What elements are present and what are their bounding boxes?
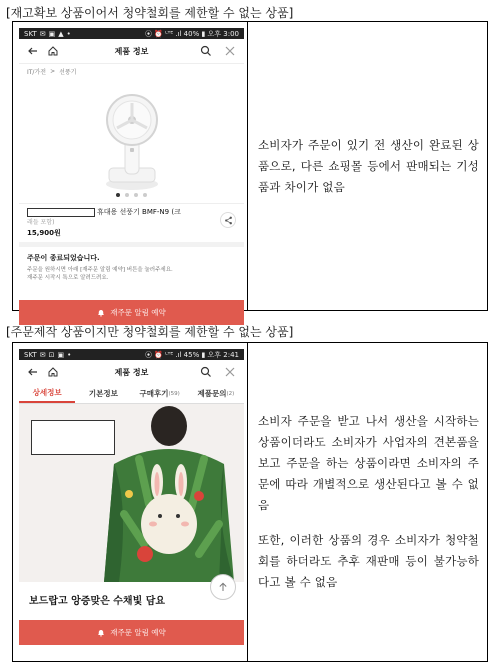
redaction-box — [27, 208, 95, 217]
dot-icon: • — [67, 350, 72, 359]
notification-icon: ▣ — [48, 29, 56, 38]
app-title: 제품 정보 — [114, 367, 149, 377]
pager-dot[interactable] — [125, 193, 129, 197]
message-icon: ✉ — [39, 29, 46, 38]
status-right: ⦿ ⏰ ᴸᵀᴱ .ıl 45% ▮ 오후 2:41 — [145, 350, 239, 359]
product-image[interactable] — [19, 79, 244, 203]
notification-icon: ⊡ — [48, 350, 55, 359]
product-name: 휴대용 선풍기 BMF-N9 (크 — [97, 208, 181, 216]
home-icon[interactable] — [47, 45, 59, 57]
tab-detail[interactable] — [19, 384, 75, 403]
carrier-label: SKT — [24, 350, 37, 359]
description-text: 소비자 주문을 받고 나서 생산을 시작하는 상품이더라도 소비자가 사업자의 견본품을 보고 주문을 하는 상품이라면 소비자의 주문에 따라 개별적으로 생산된다고 볼 수 없음 — [258, 414, 479, 512]
alert-icon: ▣ — [57, 350, 65, 359]
status-right: ⦿ ⏰ ᴸᵀᴱ .ıl 40% ▮ 오후 3:00 — [145, 29, 239, 38]
close-icon[interactable] — [224, 45, 236, 57]
case-table-2 — [12, 342, 488, 662]
section-2-heading: [주문제작 상품이지만 청약철회를 제한할 수 없는 상품] — [6, 325, 294, 339]
status-bar — [19, 28, 244, 39]
status-left — [24, 30, 71, 38]
description-text: 소비자가 주문이 있기 전 생산이 완료된 상품으로, 다른 쇼핑몰 등에서 판매되는 기성품과 차이가 없음 — [258, 137, 479, 194]
order-note — [27, 266, 236, 282]
tab-inquiries[interactable] — [188, 384, 244, 403]
order-status — [19, 242, 244, 288]
breadcrumb — [19, 63, 244, 79]
tab-label: 구매후기 — [139, 389, 169, 398]
redaction-box — [31, 420, 115, 455]
tab-label: 기본정보 — [88, 389, 118, 398]
tab-reviews[interactable] — [132, 384, 188, 403]
arrow-up-icon — [218, 582, 228, 592]
restock-alert-label: 재주문 알림 예약 — [110, 628, 166, 637]
tab-count: (59) — [168, 390, 180, 397]
search-icon[interactable] — [200, 45, 212, 57]
bell-icon — [97, 309, 105, 317]
order-note-line: 재주문 시작시 톡으로 알려드려요. — [27, 275, 109, 281]
tab-basic-info[interactable] — [75, 384, 131, 403]
screenshot-cell-1 — [13, 22, 248, 317]
status-bar — [19, 349, 244, 360]
product-tabs — [19, 384, 244, 404]
phone-screen-2 — [19, 349, 244, 657]
app-title: 제품 정보 — [114, 46, 149, 56]
description-cell-2 — [248, 343, 487, 661]
breadcrumb-separator: > — [50, 68, 56, 75]
restock-alert-button[interactable] — [19, 620, 244, 645]
pager-dot[interactable] — [116, 193, 120, 197]
app-bar — [19, 360, 244, 384]
alert-icon: ▲ — [58, 29, 64, 38]
pager-dot[interactable] — [134, 193, 138, 197]
case-table-1 — [12, 21, 488, 317]
product-name-continued: 래들 포함) — [27, 219, 55, 226]
tab-count: (2) — [226, 390, 235, 397]
dot-icon: • — [66, 29, 71, 38]
order-closed-text: 주문이 종료되었습니다. — [27, 254, 100, 262]
home-icon[interactable] — [47, 366, 59, 378]
bell-icon — [97, 629, 105, 637]
product-price: 15,900원 — [27, 229, 61, 237]
search-icon[interactable] — [200, 366, 212, 378]
breadcrumb-item[interactable]: 선풍기 — [59, 69, 77, 76]
restock-alert-button[interactable] — [19, 300, 244, 325]
product-name-row — [27, 208, 236, 217]
product-caption — [19, 582, 244, 616]
message-icon: ✉ — [39, 350, 46, 359]
pager-dot[interactable] — [143, 193, 147, 197]
caption-text: 보드랍고 앙증맞은 수채빛 담요 — [29, 595, 166, 607]
image-pager[interactable] — [19, 193, 244, 197]
app-bar — [19, 39, 244, 63]
share-icon — [224, 216, 233, 225]
back-arrow-icon[interactable] — [27, 366, 39, 378]
close-icon[interactable] — [224, 366, 236, 378]
tab-label: 제품문의 — [197, 389, 227, 398]
section-1-heading: [재고확보 상품이어서 청약철회를 제한할 수 없는 상품] — [6, 6, 294, 20]
tab-label: 상세정보 — [32, 388, 62, 397]
description-cell-1 — [248, 22, 487, 310]
restock-alert-label: 재주문 알림 예약 — [110, 308, 166, 317]
back-arrow-icon[interactable] — [27, 45, 39, 57]
order-note-line: 주문을 원하시면 아래 [재주문 알림 예약] 버튼을 눌러주세요. — [27, 267, 173, 273]
carrier-label: SKT — [24, 29, 37, 38]
share-button[interactable] — [220, 212, 236, 228]
phone-screen-1 — [19, 28, 244, 317]
breadcrumb-item[interactable]: IT/가전 — [27, 69, 47, 76]
status-left — [24, 351, 71, 359]
product-info — [19, 203, 244, 242]
screenshot-cell-2 — [13, 343, 248, 661]
scroll-to-top-button[interactable] — [210, 574, 236, 600]
description-text: 또한, 이러한 상품의 경우 소비자가 청약철회를 하더라도 추후 재판매 등이 불가능하다고 볼 수 없음 — [258, 533, 479, 589]
product-detail-image[interactable] — [19, 404, 244, 582]
fan-illustration — [77, 86, 187, 196]
